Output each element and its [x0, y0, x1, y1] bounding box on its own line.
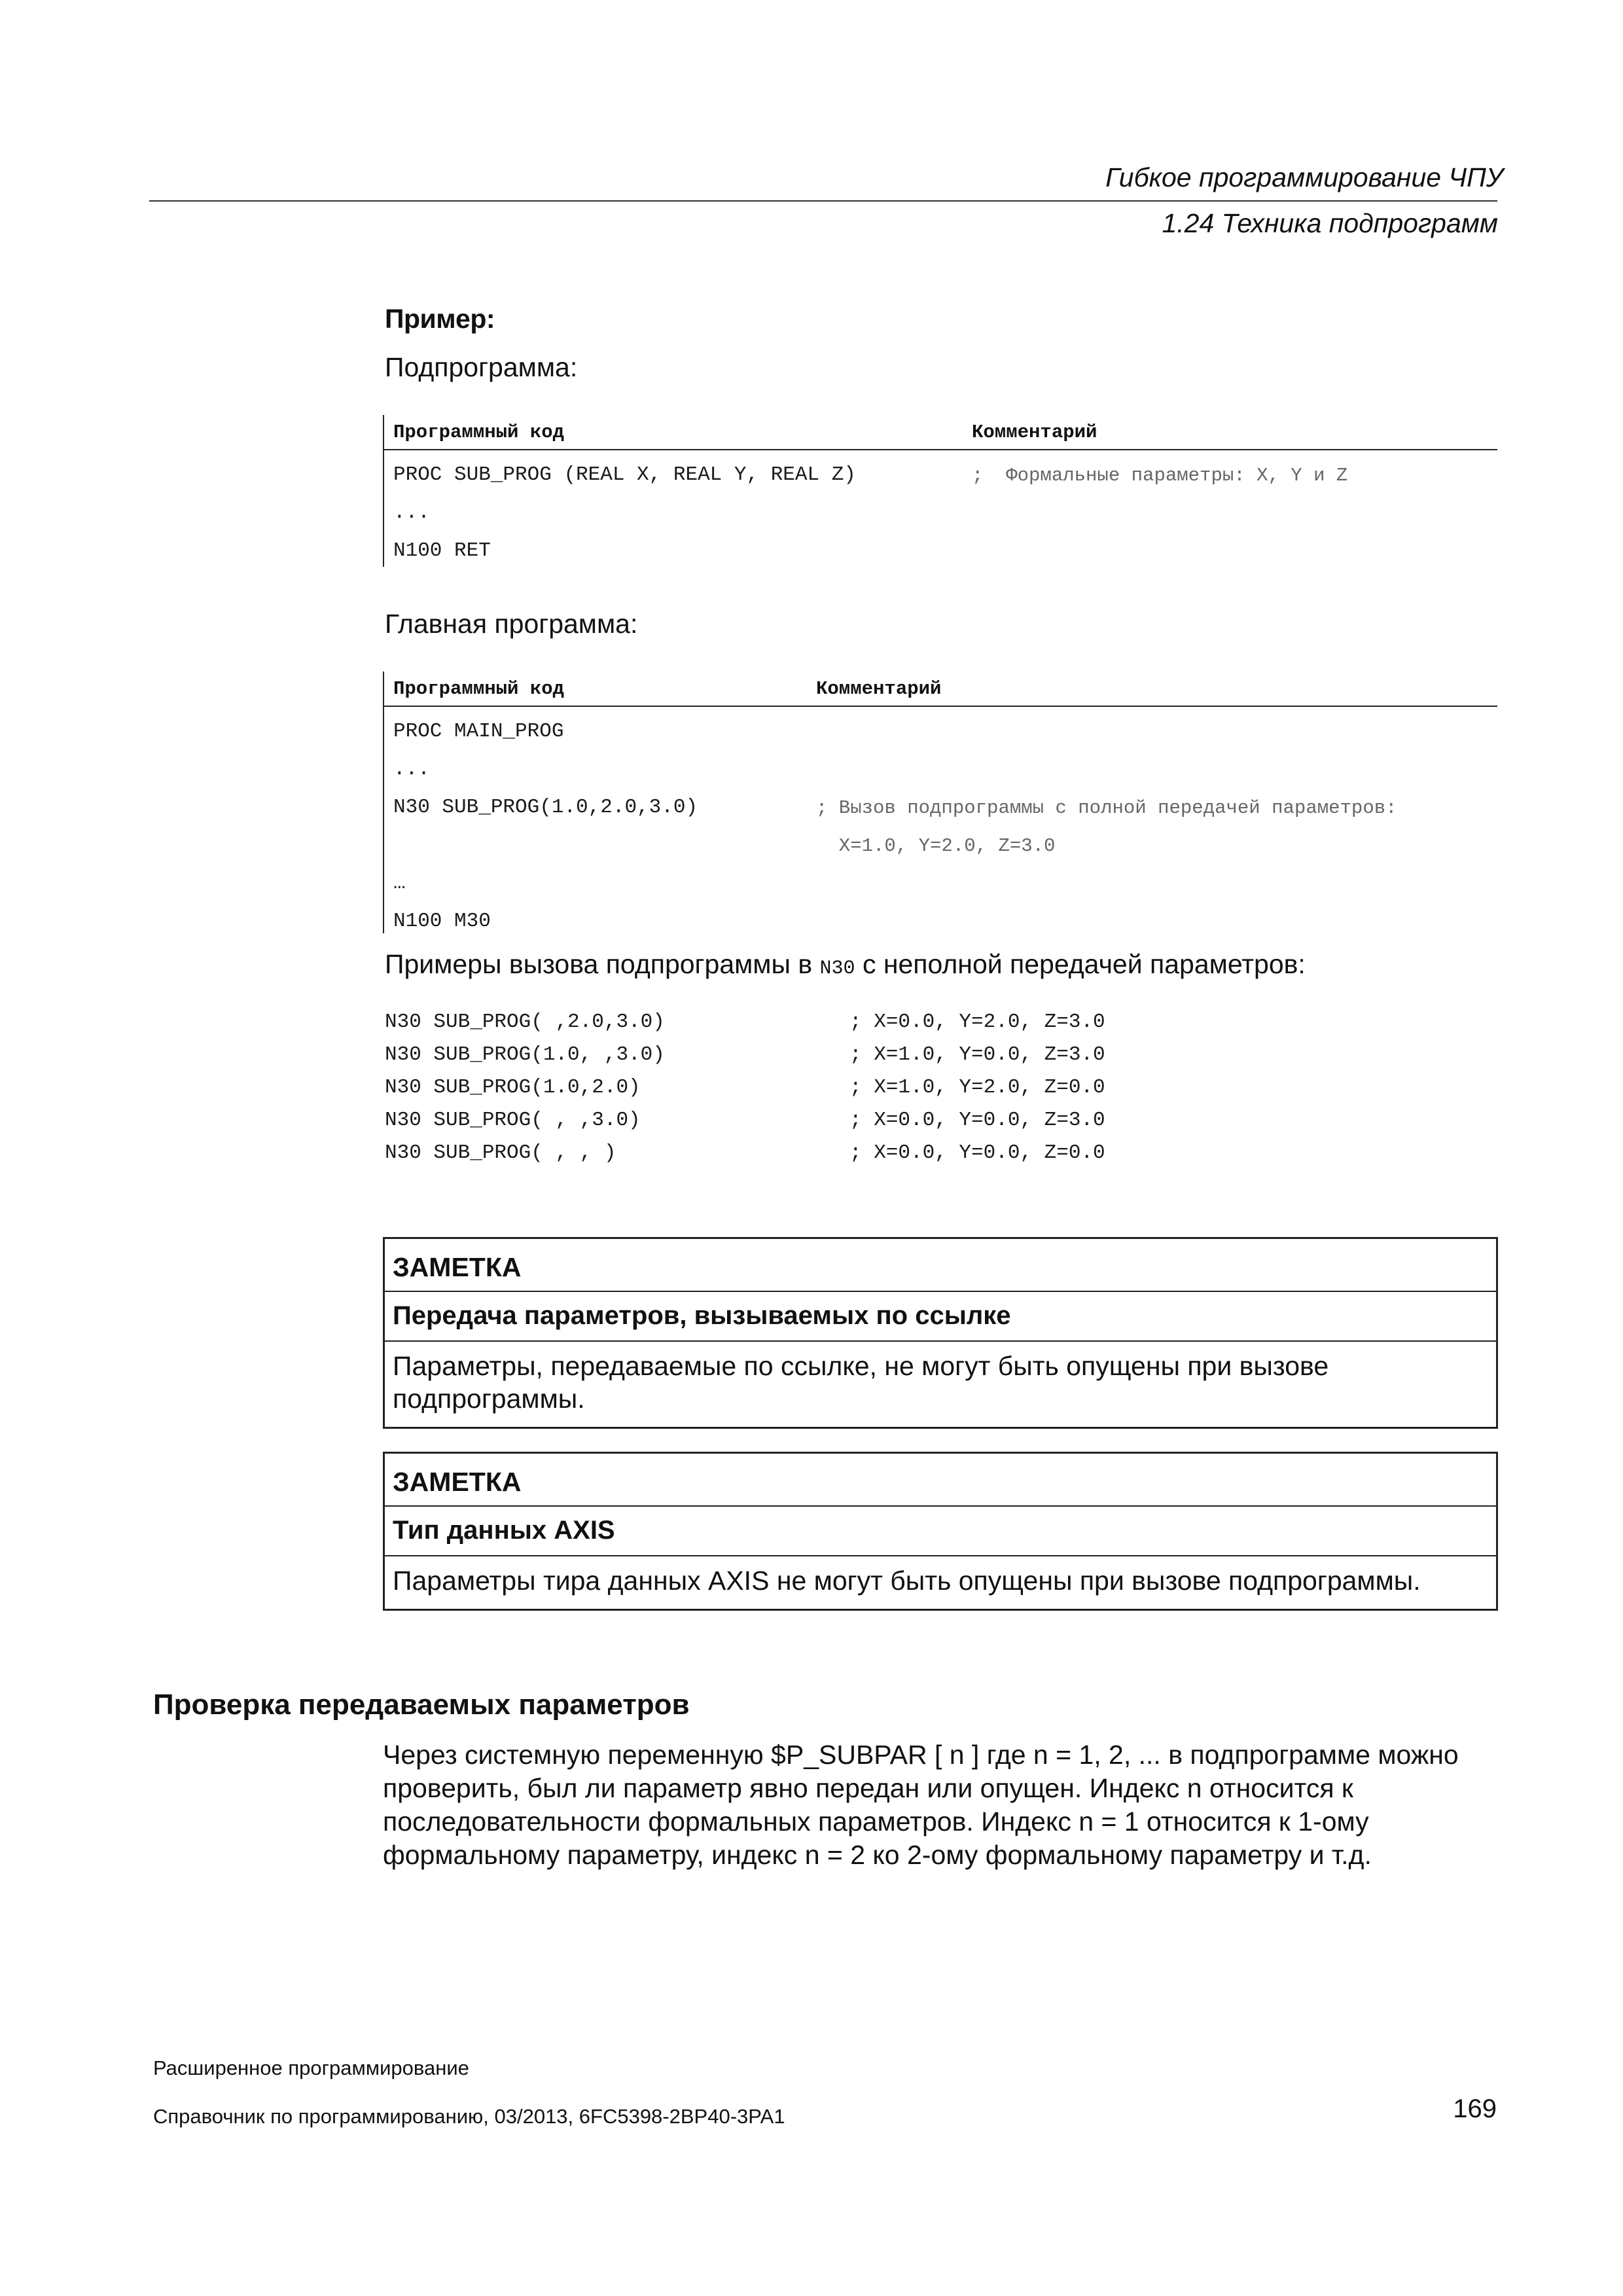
intro-code: N30	[819, 958, 855, 980]
main-program-code-table	[383, 672, 1497, 933]
note-box	[383, 1452, 1498, 1611]
subprogram-label: Подпрограмма:	[385, 352, 578, 382]
intro-text: Примеры вызова подпрограммы в	[385, 949, 820, 979]
column-header-code: Программный код	[393, 678, 565, 700]
footer-reference: Справочник по программированию, 03/2013, 6FC5398-2BP40-3PA1	[153, 2105, 785, 2128]
note-subtitle: Передача параметров, вызываемых по ссылке	[393, 1301, 1011, 1330]
code-line: N100 M30	[393, 910, 491, 933]
note-title: ЗАМЕТКА	[393, 1252, 522, 1282]
example-heading: Пример:	[385, 304, 495, 334]
table-left-rule	[383, 415, 384, 567]
code-comment: ; X=0.0, Y=0.0, Z=0.0	[849, 1141, 1105, 1164]
running-header-title: Гибкое программирование ЧПУ	[1105, 162, 1503, 192]
code-line: PROC MAIN_PROG	[393, 720, 564, 743]
partial-calls-list	[385, 1011, 1236, 1181]
table-left-rule	[383, 672, 384, 933]
header-rule	[383, 706, 1497, 707]
subprogram-code-table	[383, 415, 1497, 567]
header-rule	[149, 200, 1497, 202]
code-line: N30 SUB_PROG( ,2.0,3.0)	[385, 1011, 665, 1033]
note-body: Параметры, передаваемые по ссылке, не могут быть опущены при вызове подпрограммы.	[393, 1351, 1329, 1414]
column-header-comment: Комментарий	[972, 422, 1097, 443]
code-line: N30 SUB_PROG( , , )	[385, 1141, 616, 1164]
column-header-code: Программный код	[393, 422, 565, 443]
code-comment: ; Формальные параметры: X, Y и Z	[972, 465, 1348, 486]
code-line: N30 SUB_PROG(1.0, ,3.0)	[385, 1043, 665, 1066]
code-comment: ; Вызов подпрограммы с полной передачей параметров:	[816, 797, 1397, 819]
code-comment: X=1.0, Y=2.0, Z=3.0	[816, 835, 1056, 857]
code-line: N30 SUB_PROG(1.0,2.0)	[385, 1076, 641, 1099]
footer-book-title: Расширенное программирование	[153, 2056, 469, 2079]
code-comment: ; X=0.0, Y=0.0, Z=3.0	[849, 1109, 1105, 1132]
intro-text: с неполной передачей параметров:	[855, 949, 1306, 979]
running-header-section: 1.24 Техника подпрограмм	[1162, 208, 1498, 238]
code-comment: ; X=1.0, Y=2.0, Z=0.0	[849, 1076, 1105, 1099]
note-body: Параметры тира данных AXIS не могут быть опущены при вызове подпрограммы.	[393, 1566, 1421, 1596]
code-line: ...	[393, 758, 430, 781]
code-line: N100 RET	[393, 539, 491, 562]
partial-calls-intro	[385, 949, 1306, 980]
section-heading: Проверка передаваемых параметров	[153, 1689, 690, 1721]
note-title: ЗАМЕТКА	[393, 1467, 522, 1497]
code-line: ...	[393, 501, 430, 524]
column-header-comment: Комментарий	[816, 678, 942, 700]
code-comment: ; X=1.0, Y=0.0, Z=3.0	[849, 1043, 1105, 1066]
main-program-label: Главная программа:	[385, 609, 638, 639]
header-rule	[383, 449, 1497, 450]
code-line: N30 SUB_PROG(1.0,2.0,3.0)	[393, 796, 698, 819]
section-paragraph: Через системную переменную $P_SUBPAR [ n ] где n = 1, 2, ... в подпрограмме можно проверить, был ли параметр явно передан или опущен. Индекс n относится к последовательности формальных параметров. Индекс n = 1 относится к 1-ому формальному параметру, индекс n = 2 ко 2-ому формальному параметру и т.д.	[383, 1740, 1459, 1870]
code-line: …	[393, 872, 406, 895]
note-subtitle: Тип данных AXIS	[393, 1516, 615, 1545]
code-line: N30 SUB_PROG( , ,3.0)	[385, 1109, 641, 1132]
code-line: PROC SUB_PROG (REAL X, REAL Y, REAL Z)	[393, 463, 856, 486]
page-number: 169	[1453, 2094, 1497, 2123]
code-comment: ; X=0.0, Y=2.0, Z=3.0	[849, 1011, 1105, 1033]
note-box	[383, 1237, 1498, 1429]
